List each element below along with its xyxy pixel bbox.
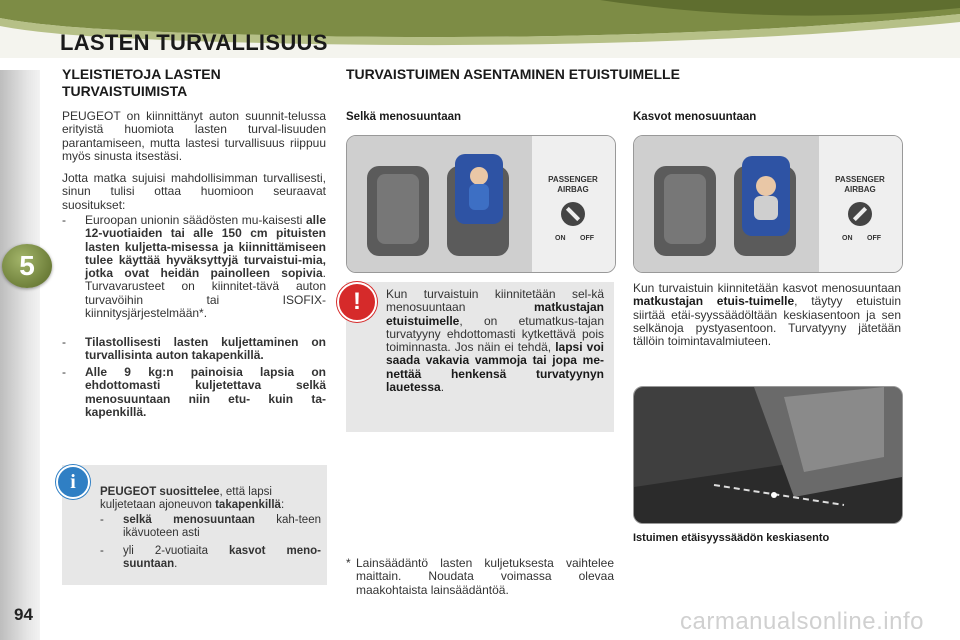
airbag-label: AIRBAG	[557, 185, 589, 194]
list-item: - Tilastollisesti lasten kuljettaminen on turvallisinta auton takapenkillä.	[62, 335, 326, 363]
airbag-label: PASSENGER	[548, 175, 598, 184]
footnote: Lainsäädäntö lasten kuljetuksesta vaihtelee maittain. Noudata voimassa olevaa maakohtaista lainsäädäntöä.	[356, 556, 614, 597]
section-heading-install: TURVAISTUIMEN ASENTAMINEN ETUISTUIMELLE	[346, 66, 680, 82]
warning-text: Kun turvaistuin kiinnitetään sel-kä menosuuntaan matkustajan etuistuimelle, on etumatkus-tajan turvatyyny ehdottomasti kytkettävä pois toiminnasta. Jos näin ei tehdä, lapsi voi saada vakavia vammoja tai jopa me-nettää henkensä turvatyynyn lauetessa.	[386, 287, 604, 395]
intro-paragraph-2: Jotta matka sujuisi mahdollisimman turvallisesti, sinun tulisi ottaa huomioon seuraavat suositukset:	[62, 171, 326, 212]
seat-adjustment-image	[633, 386, 903, 524]
airbag-label: AIRBAG	[844, 185, 876, 194]
list-item: - yli 2-vuotiaita kasvot meno-suuntaan.	[100, 545, 321, 571]
section-heading-general: YLEISTIETOJA LASTEN TURVAISTUIMISTA	[62, 66, 221, 99]
watermark: carmanualsonline.info	[680, 608, 924, 635]
rear-facing-seat-image	[346, 135, 616, 273]
subheading-rear-facing: Selkä menosuuntaan	[346, 111, 462, 123]
intro-paragraph: PEUGEOT on kiinnittänyt auton suunnit-telussa erityistä huomiota lasten turval-lisuuden parantamiseen, mutta lastesi turvallisuus riippuu myös sinusta itsestäsi.	[62, 109, 326, 163]
footnote-star: *	[346, 556, 351, 570]
info-icon: i	[56, 465, 90, 499]
side-bar	[0, 70, 40, 640]
airbag-on-label: ON	[555, 235, 566, 242]
list-item: - selkä menosuuntaan kah-teen ikävuoteen asti	[100, 514, 321, 540]
airbag-label: PASSENGER	[835, 175, 885, 184]
airbag-on-label: ON	[842, 235, 853, 242]
list-item: - Euroopan unionin säädösten mu-kaisesti alle 12-vuotiaiden tai alle 150 cm pituisten lasten kuljetta-misessa ja kiinnittämiseen tulee käyttää hyväksyttyjä turvaistui-mia, jotka ovat heidän painolleen sopivia. Turvavarusteet on kiinnitet-tävä auton turvavöihin tai ISOFIX-kiinnitysjärjestelmään*.	[62, 213, 326, 321]
page-number: 94	[14, 605, 33, 624]
seat-adjustment-caption: Istuimen etäisyyssäädön keskiasento	[633, 532, 830, 544]
airbag-off-label: OFF	[580, 235, 594, 242]
page-title: LASTEN TURVALLISUUS	[60, 30, 328, 55]
subheading-forward-facing: Kasvot menosuuntaan	[633, 111, 757, 123]
forward-facing-paragraph: Kun turvaistuin kiinnitetään kasvot menosuuntaan matkustajan etuis-tuimelle, täytyy etuistuin siirtää etäi-syyssäädöltään keskiasentoon ja sen selkänoja pystyasentoon. Turvatyyny jätetään tällöin toimintavalmiuteen.	[633, 281, 901, 349]
warning-icon: !	[337, 282, 377, 322]
airbag-off-label: OFF	[867, 235, 881, 242]
forward-facing-seat-image	[633, 135, 903, 273]
list-item: - Alle 9 kg:n painoisia lapsia on ehdottomasti kuljetettava selkä menosuuntaan niin etu- kuin ta-kapenkillä.	[62, 365, 326, 419]
chapter-badge: 5	[2, 244, 52, 288]
info-text: PEUGEOT suosittelee, että lapsi kuljetetaan ajoneuvon takapenkillä:	[100, 486, 285, 512]
